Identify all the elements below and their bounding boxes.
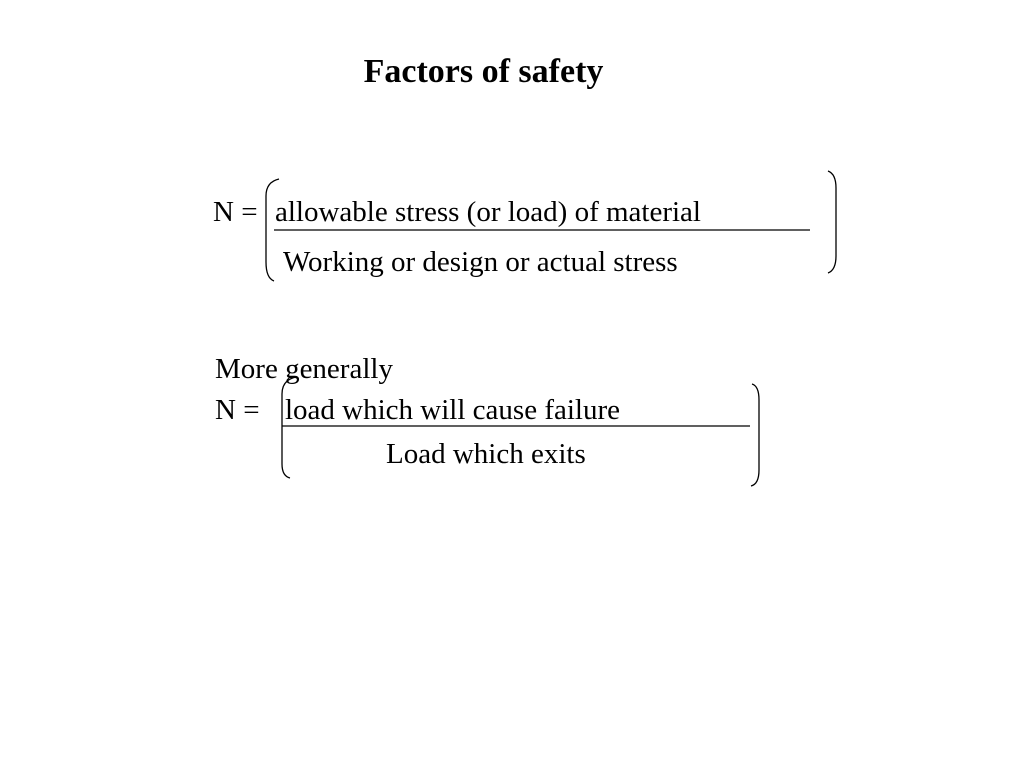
formula2-right-bracket — [751, 384, 759, 486]
formula2-denominator: Load which exits — [386, 438, 586, 470]
formula1-numerator: allowable stress (or load) of material — [275, 196, 701, 228]
formula1-right-bracket — [828, 171, 836, 273]
formula2-numerator: load which will cause failure — [285, 394, 620, 426]
formula2-intro: More generally — [215, 353, 393, 385]
formula1-lhs: N = — [213, 196, 258, 228]
formula1-denominator: Working or design or actual stress — [283, 246, 678, 278]
slide-title: Factors of safety — [363, 53, 604, 90]
formula2-lhs: N = — [215, 394, 260, 426]
